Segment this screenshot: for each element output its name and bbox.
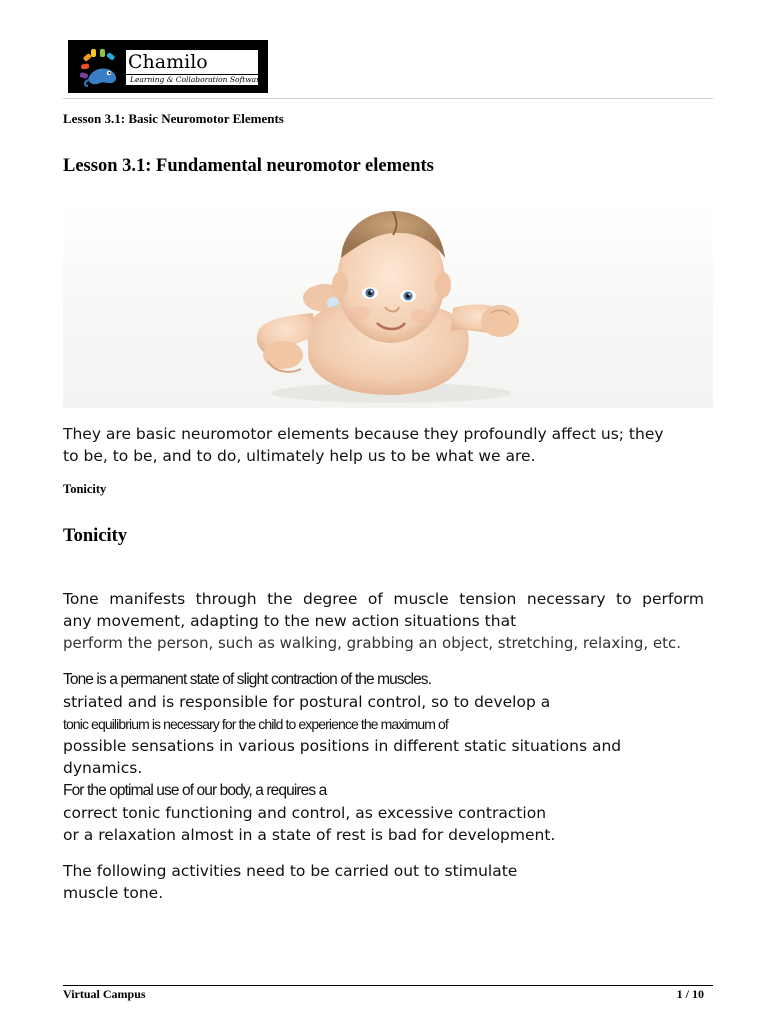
paragraph-line: striated and is responsible for postural control, so to develop a	[63, 693, 551, 711]
following-activities-paragraph	[63, 860, 713, 904]
baby-crawling-image	[63, 203, 713, 408]
paragraph-line: possible sensations in various positions in different static situations and	[63, 737, 622, 755]
running-title: Lesson 3.1: Basic Neuromotor Elements	[63, 111, 284, 126]
intro-paragraph	[63, 423, 713, 467]
tone-line: any movement, adapting to the new action situations that	[63, 612, 517, 630]
page-title: Lesson 3.1: Fundamental neuromotor elements	[63, 156, 434, 176]
tone-paragraph	[63, 588, 704, 654]
footer-site-name: Virtual Campus	[63, 987, 146, 1001]
intro-line: to be, to be, and to do, ultimately help us to be what we are.	[63, 447, 536, 465]
paragraph-line: Tone is a permanent state of slight contraction of the muscles.	[63, 671, 432, 688]
paragraph-line: correct tonic functioning and control, as excessive contraction	[63, 804, 547, 822]
tonicity-section-heading: Tonicity	[63, 526, 128, 546]
permanent-state-paragraph	[63, 668, 723, 846]
chamilo-chameleon-logo-icon	[76, 46, 122, 88]
paragraph-line: The following activities need to be carried out to stimulate	[63, 862, 518, 880]
tone-line: Tone manifests through the degree of muscle tension necessary to perform	[63, 590, 704, 608]
page-number: 1 / 10	[676, 987, 704, 1001]
paragraph-line: tonic equilibrium is necessary for the child to experience the maximum of	[63, 716, 448, 732]
paragraph-line: muscle tone.	[63, 884, 164, 902]
tonicity-small-heading: Tonicity	[63, 482, 107, 496]
intro-line: They are basic neuromotor elements because they profoundly affect us; they	[63, 425, 664, 443]
header-divider	[63, 98, 713, 99]
paragraph-line: dynamics.	[63, 759, 143, 777]
paragraph-line: or a relaxation almost in a state of rest is bad for development.	[63, 826, 556, 844]
logo-tagline: Learning & Collaboration Software	[130, 75, 265, 84]
logo-name: Chamilo	[128, 51, 208, 73]
chamilo-logo	[68, 40, 268, 93]
paragraph-line: For the optimal use of our body, a requires a	[63, 782, 327, 799]
footer-divider	[63, 985, 713, 986]
tone-line: perform the person, such as walking, grabbing an object, stretching, relaxing, etc.	[63, 634, 682, 652]
baby-illustration	[63, 203, 713, 408]
